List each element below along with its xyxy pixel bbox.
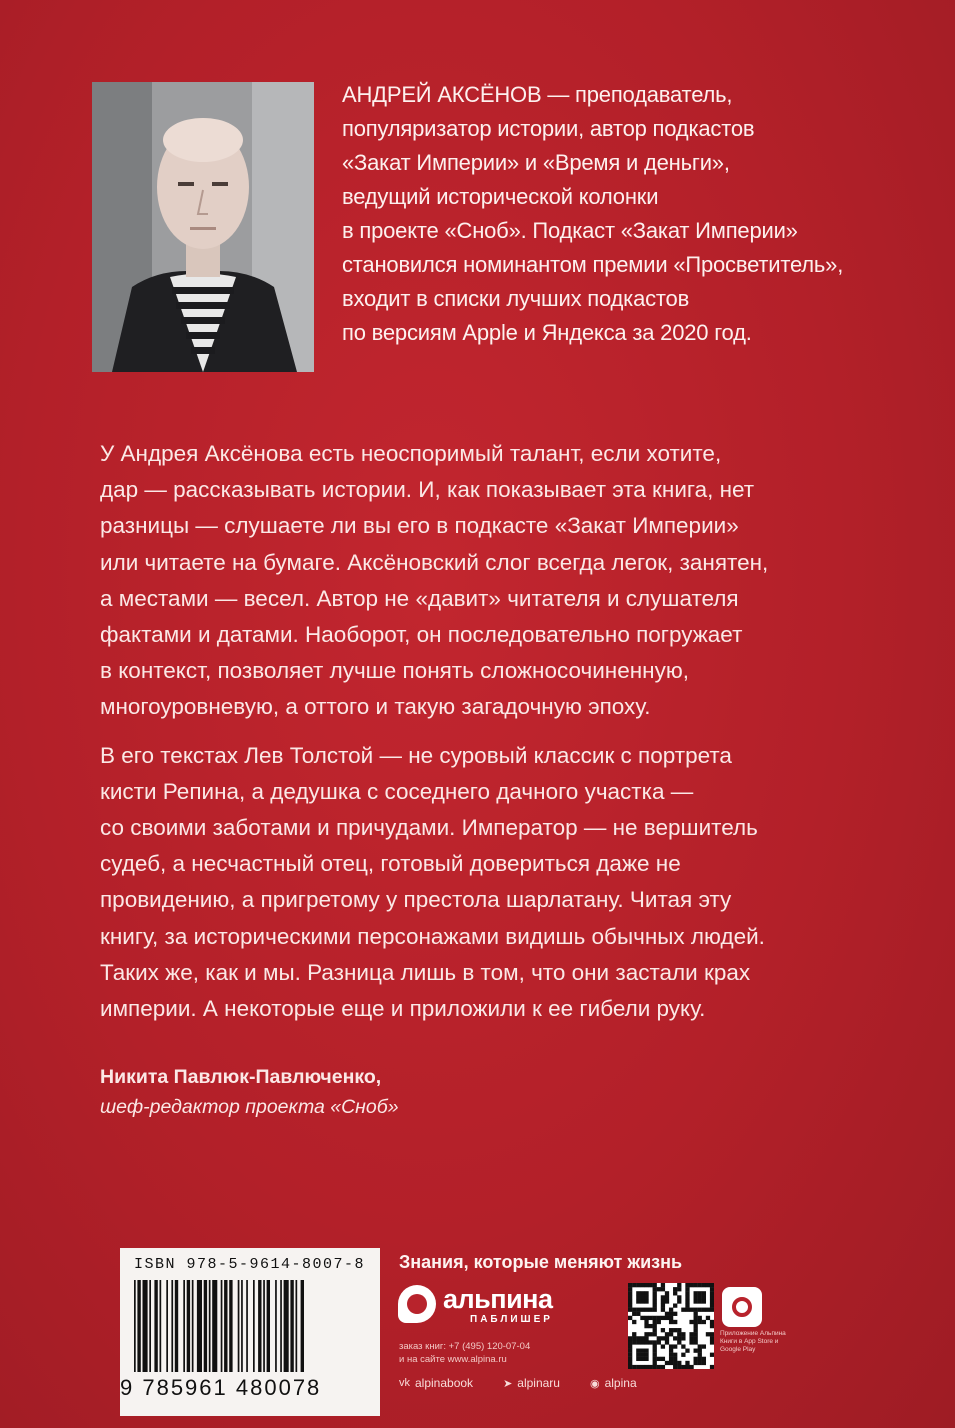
review-line: судеб, а несчастный отец, готовый довериться даже не	[100, 851, 681, 877]
social-instagram	[590, 1376, 637, 1390]
review-line: со своими заботами и причудами. Император — не вершитель	[100, 815, 758, 841]
social-telegram	[503, 1376, 560, 1390]
ean-digits: 9 785961 480078	[120, 1375, 322, 1400]
bio-line: популяризатор истории, автор подкастов	[342, 116, 755, 141]
author-bio	[342, 78, 902, 350]
barcode-bars	[134, 1280, 366, 1376]
vk-icon: vk	[399, 1377, 410, 1389]
bio-line: по версиям Apple и Яндекса за 2020 год.	[342, 320, 752, 345]
bio-line: входит в списки лучших подкастов	[342, 286, 690, 311]
review-line: империи. А некоторые еще и приложили к ее гибели руку.	[100, 996, 706, 1022]
review-line: В его текстах Лев Толстой — не суровый классик с портрета	[100, 742, 732, 768]
social-links	[399, 1376, 637, 1390]
review-line: в контекст, позволяет лучше понять сложносочиненную,	[100, 658, 689, 684]
bio-line: «Закат Империи» и «Время и деньги»,	[342, 150, 730, 175]
reviewer-role: шеф-редактор проекта «Сноб»	[100, 1096, 399, 1118]
review-line: дар — рассказывать истории. И, как показывает эта книга, нет	[100, 477, 755, 503]
publisher-name: альпина	[443, 1284, 553, 1314]
review-line: Таких же, как и мы. Разница лишь в том, что они застали крах	[100, 959, 751, 985]
review-paragraph-1	[100, 436, 870, 726]
qr-code	[628, 1283, 714, 1369]
order-site: и на сайте www.alpina.ru	[399, 1354, 507, 1365]
social-vk	[399, 1376, 473, 1390]
review-line: многоуровневую, а оттого и такую загадочную эпоху.	[100, 694, 651, 720]
publisher-subname: ПАБЛИШЕР	[470, 1314, 553, 1325]
instagram-icon: ◉	[589, 1377, 600, 1390]
review-line: а местами — весел. Автор не «давит» читателя и слушателя	[100, 585, 739, 611]
app-icon	[722, 1287, 762, 1327]
review-line: книгу, за историческими персонажами видишь обычных людей.	[100, 923, 765, 949]
review-line: или читаете на бумаге. Аксёновский слог всегда легок, занятен,	[100, 549, 769, 575]
isbn-label: ISBN 978-5-9614-8007-8	[134, 1256, 366, 1273]
review-line: кисти Репина, а дедушка с соседнего дачного участка —	[100, 778, 694, 804]
order-info	[399, 1340, 530, 1366]
bio-line: в проекте «Сноб». Подкаст «Закат Империи»	[342, 218, 798, 243]
review-line: разницы — слушаете ли вы его в подкасте «Закат Империи»	[100, 513, 739, 539]
review-line: провидению, а пригретому у престола шарлатану. Читая эту	[100, 887, 732, 913]
review-paragraph-2	[100, 738, 870, 1028]
publisher-slogan: Знания, которые меняют жизнь	[399, 1252, 683, 1272]
review-text	[100, 436, 870, 1039]
author-photo	[92, 82, 314, 372]
telegram-icon: ➤	[503, 1377, 513, 1390]
bio-line: АНДРЕЙ АКСЁНОВ — преподаватель,	[342, 82, 733, 107]
bio-line: ведущий исторической колонки	[342, 184, 659, 209]
social-ig-handle: alpina	[604, 1376, 637, 1390]
reviewer-name: Никита Павлюк-Павлюченко,	[100, 1066, 382, 1088]
review-signature	[100, 1062, 399, 1122]
app-store-text: Приложение Альпина Книги в App Store и Google Play	[720, 1330, 786, 1353]
social-vk-handle: alpinabook	[415, 1376, 474, 1390]
bio-line: становился номинантом премии «Просветитель»,	[342, 252, 844, 277]
review-line: фактами и датами. Наоборот, он последовательно погружает	[100, 622, 743, 648]
order-phone: заказ книг: +7 (495) 120-07-04	[399, 1341, 531, 1352]
alpina-logo-icon	[398, 1285, 436, 1323]
review-line: У Андрея Аксёнова есть неоспоримый талант, если хотите,	[100, 441, 722, 466]
social-tg-handle: alpinaru	[517, 1376, 560, 1390]
